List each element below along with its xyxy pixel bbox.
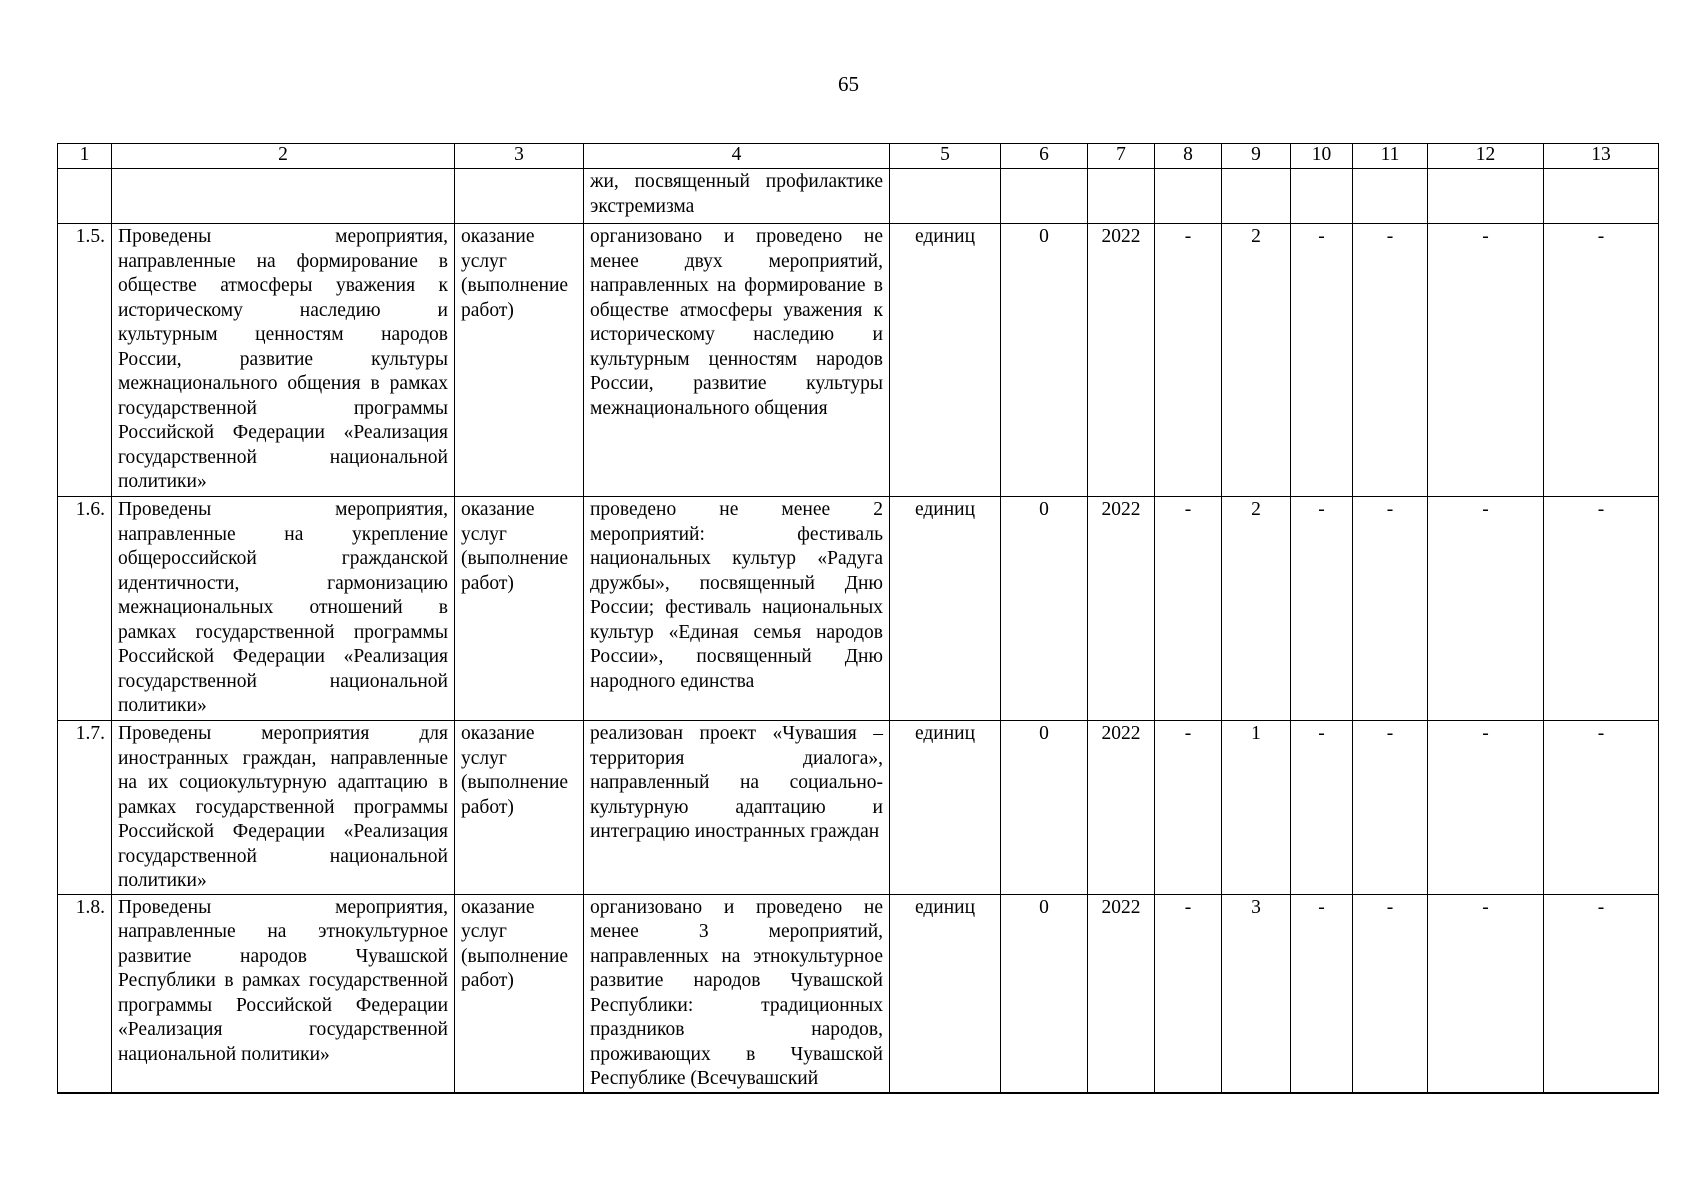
cell-value [1428, 169, 1544, 224]
event-type: оказание услуг (выполнение работ) [455, 721, 584, 895]
column-number: 6 [1001, 144, 1088, 169]
column-number: 11 [1353, 144, 1428, 169]
cell-value [1291, 169, 1353, 224]
base-value: 0 [1001, 894, 1088, 1093]
table-row [58, 497, 1659, 721]
base-year: 2022 [1088, 721, 1155, 895]
cell-value: 3 [1222, 894, 1291, 1093]
cell-value: - [1544, 497, 1659, 721]
column-number: 12 [1428, 144, 1544, 169]
event-type: оказание услуг (выполнение работ) [455, 497, 584, 721]
column-number-row [58, 144, 1659, 169]
cell-value: - [1291, 721, 1353, 895]
cell-value: - [1544, 721, 1659, 895]
column-number: 5 [890, 144, 1001, 169]
event-type: оказание услуг (выполнение работ) [455, 224, 584, 497]
cell-value: - [1155, 224, 1222, 497]
unit: единиц [890, 224, 1001, 497]
cell-value: - [1353, 894, 1428, 1093]
table-row [58, 894, 1659, 1093]
row-number: 1.6. [58, 497, 112, 721]
result-description: реализован проект «Чувашия – территория диалога», направленный на социально-культурную адаптацию и интеграцию иностранных граждан [584, 721, 890, 895]
column-number: 8 [1155, 144, 1222, 169]
page-number: 65 [838, 72, 859, 96]
cell-value: - [1291, 224, 1353, 497]
cell-value: - [1291, 497, 1353, 721]
table-row [58, 721, 1659, 895]
column-number: 2 [112, 144, 455, 169]
cell-value [1353, 169, 1428, 224]
cell-value: - [1353, 497, 1428, 721]
cell-value: - [1155, 497, 1222, 721]
base-value: 0 [1001, 721, 1088, 895]
cell-value: - [1428, 894, 1544, 1093]
cell-value: 2 [1222, 224, 1291, 497]
event-type: оказание услуг (выполнение работ) [455, 894, 584, 1093]
table-row [58, 224, 1659, 497]
base-value [1001, 169, 1088, 224]
cell-value: - [1353, 224, 1428, 497]
row-number [58, 169, 112, 224]
cell-value: - [1155, 721, 1222, 895]
column-number: 3 [455, 144, 584, 169]
cell-value [1544, 169, 1659, 224]
base-year: 2022 [1088, 497, 1155, 721]
column-number: 1 [58, 144, 112, 169]
base-year [1088, 169, 1155, 224]
event-description: Проведены мероприятия, направленные на формирование в обществе атмосферы уважения к историческому наследию и культурным ценностям народов России, развитие культуры межнационального общения в рамках государственной программы Российской Федерации «Реализация государственной национальной политики» [112, 224, 455, 497]
indicators-table [57, 143, 1659, 1094]
cell-value [1155, 169, 1222, 224]
cell-value: - [1291, 894, 1353, 1093]
result-description: организовано и проведено не менее двух мероприятий, направленных на формирование в обществе атмосферы уважения к историческому наследию и культурным ценностям народов России, развитие культуры межнационального общения [584, 224, 890, 497]
result-description: жи, посвященный профилактике экстремизма [584, 169, 890, 224]
cell-value: - [1544, 894, 1659, 1093]
base-value: 0 [1001, 497, 1088, 721]
event-description: Проведены мероприятия, направленные на укрепление общероссийской гражданской идентичности, гармонизацию межнациональных отношений в рамках государственной программы Российской Федерации «Реализация государственной национальной политики» [112, 497, 455, 721]
row-number: 1.5. [58, 224, 112, 497]
cell-value [1222, 169, 1291, 224]
column-number: 4 [584, 144, 890, 169]
base-year: 2022 [1088, 894, 1155, 1093]
result-description: проведено не менее 2 мероприятий: фестиваль национальных культур «Радуга дружбы», посвященный Дню России; фестиваль национальных культур «Единая семья народов России», посвященный Дню народного единства [584, 497, 890, 721]
event-description [112, 169, 455, 224]
column-number: 9 [1222, 144, 1291, 169]
column-number: 10 [1291, 144, 1353, 169]
result-description: организовано и проведено не менее 3 мероприятий, направленных на этнокультурное развитие народов Чувашской Республики: традиционных праздников народов, проживающих в Чувашской Республике (Всечувашский [584, 894, 890, 1093]
event-type [455, 169, 584, 224]
cell-value: - [1428, 497, 1544, 721]
cell-value: - [1428, 224, 1544, 497]
unit: единиц [890, 721, 1001, 895]
unit: единиц [890, 497, 1001, 721]
column-number: 7 [1088, 144, 1155, 169]
cell-value: 1 [1222, 721, 1291, 895]
cell-value: - [1428, 721, 1544, 895]
table-row [58, 169, 1659, 224]
cell-value: - [1353, 721, 1428, 895]
base-value: 0 [1001, 224, 1088, 497]
row-number: 1.7. [58, 721, 112, 895]
cell-value: 2 [1222, 497, 1291, 721]
base-year: 2022 [1088, 224, 1155, 497]
event-description: Проведены мероприятия для иностранных граждан, направленные на их социокультурную адаптацию в рамках государственной программы Российской Федерации «Реализация государственной национальной политики» [112, 721, 455, 895]
event-description: Проведены мероприятия, направленные на этнокультурное развитие народов Чувашской Республики в рамках государственной программы Российской Федерации «Реализация государственной национальной политики» [112, 894, 455, 1093]
cell-value: - [1544, 224, 1659, 497]
column-number: 13 [1544, 144, 1659, 169]
cell-value: - [1155, 894, 1222, 1093]
unit [890, 169, 1001, 224]
unit: единиц [890, 894, 1001, 1093]
row-number: 1.8. [58, 894, 112, 1093]
